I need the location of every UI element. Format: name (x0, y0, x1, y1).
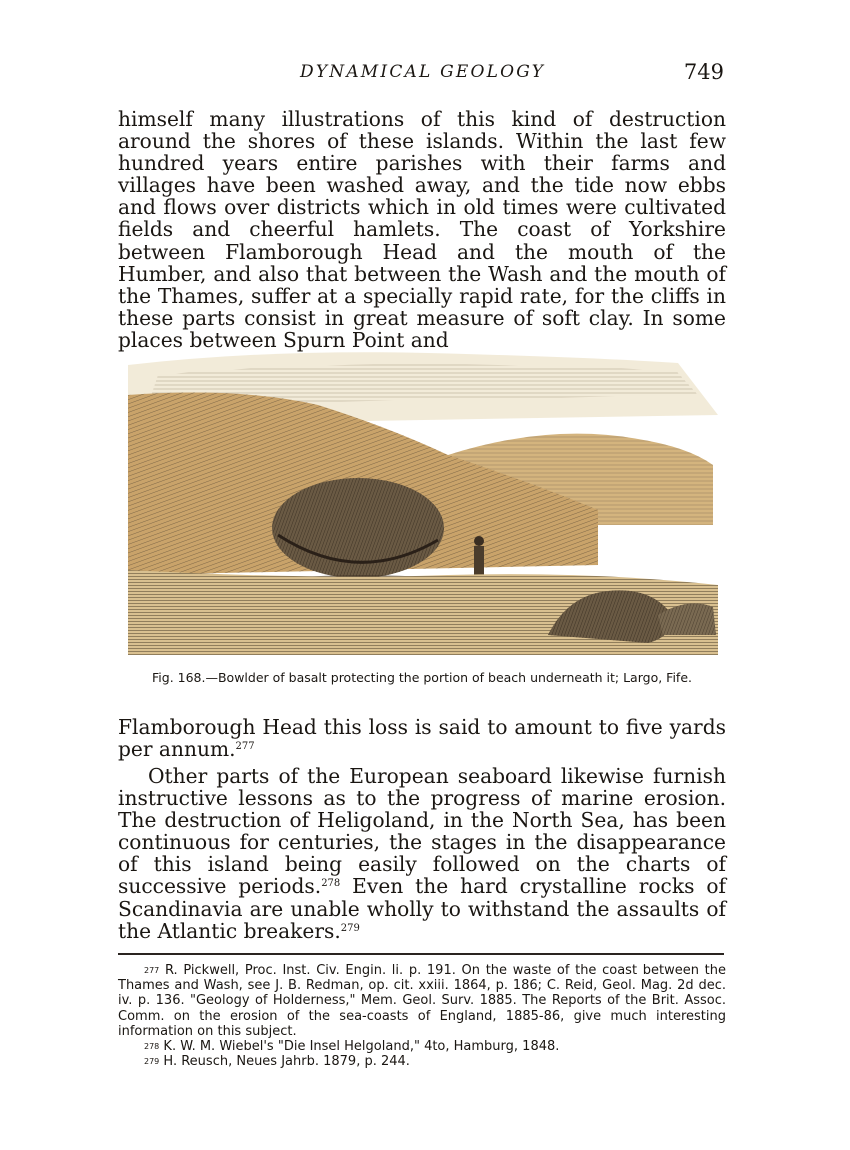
running-head (118, 60, 724, 88)
footnote-text: K. W. M. Wiebel's "Die Insel Helgoland," 4to, Hamburg, 1848. (163, 1039, 560, 1055)
footnote-number: 277 (144, 966, 160, 975)
paragraph-3-part-b: Even the hard crystalline rocks of Scandinavia are unable wholly to withstand the assaults of the Atlantic breakers. (118, 874, 726, 943)
running-title: DYNAMICAL GEOLOGY (300, 62, 546, 82)
paragraph-3-part-a: Other parts of the European seaboard likewise furnish instructive lessons as to the progress of marine erosion. The destruction of Heligoland, in the North Sea, has been continuous for centuries, the stages in the disappearance of this island being easily followed on the charts of successive periods. (118, 764, 726, 899)
paragraph-1: himself many illustrations of this kind of destruction around the shores of these islands. Within the last few hundred years entire parishes with their farms and villages have been washed away, and the tide now ebbs and flows over districts which in old times were cultivated fields and cheerful hamlets. The coast of Yorkshire between Flamborough Head and the mouth of the Humber, and also that between the Wash and the mouth of the Thames, suffer at a specially rapid rate, for the cliffs in these parts consist in great measure of soft clay. In some places between Spurn Point and (118, 107, 726, 352)
footnote-278 (118, 1039, 726, 1054)
footnote-ref-278[interactable]: 278 (321, 878, 341, 890)
footnote-text: R. Pickwell, Proc. Inst. Civ. Engin. li. p. 191. On the waste of the coast between the Thames and Wash, see J. B. Redman, op. cit. xxiii. 1864, p. 186; C. Reid, Geol. Mag. 2d dec. iv. p. 136. "Geology of Holderness," Mem. Geol. Surv. 1885. The Reports of the Brit. Assoc. Comm. on the erosion of the sea-coasts of England, 1885-86, give much interesting information on this subject. (118, 963, 726, 1039)
paragraph-2 (118, 716, 726, 760)
figure-168 (118, 335, 726, 665)
footnote-ref-277[interactable]: 277 (235, 741, 255, 753)
footnote-divider (118, 953, 724, 955)
footnote-ref-279[interactable]: 279 (340, 922, 360, 934)
figure-caption: Fig. 168.—Bowlder of basalt protecting the portion of beach underneath it; Largo, Fife. (152, 670, 692, 685)
paragraph-2-text: Flamborough Head this loss is said to amount to five yards per annum. (118, 715, 726, 762)
footnote-number: 278 (144, 1042, 160, 1052)
footnote-277 (118, 963, 726, 1039)
paragraph-3 (118, 765, 726, 942)
footnote-279 (118, 1054, 726, 1069)
footnotes (118, 963, 726, 1069)
boulder-engraving (118, 335, 726, 665)
page-number: 749 (683, 60, 724, 84)
footnote-number: 279 (144, 1057, 160, 1067)
footnote-text: H. Reusch, Neues Jahrb. 1879, p. 244. (163, 1054, 410, 1070)
